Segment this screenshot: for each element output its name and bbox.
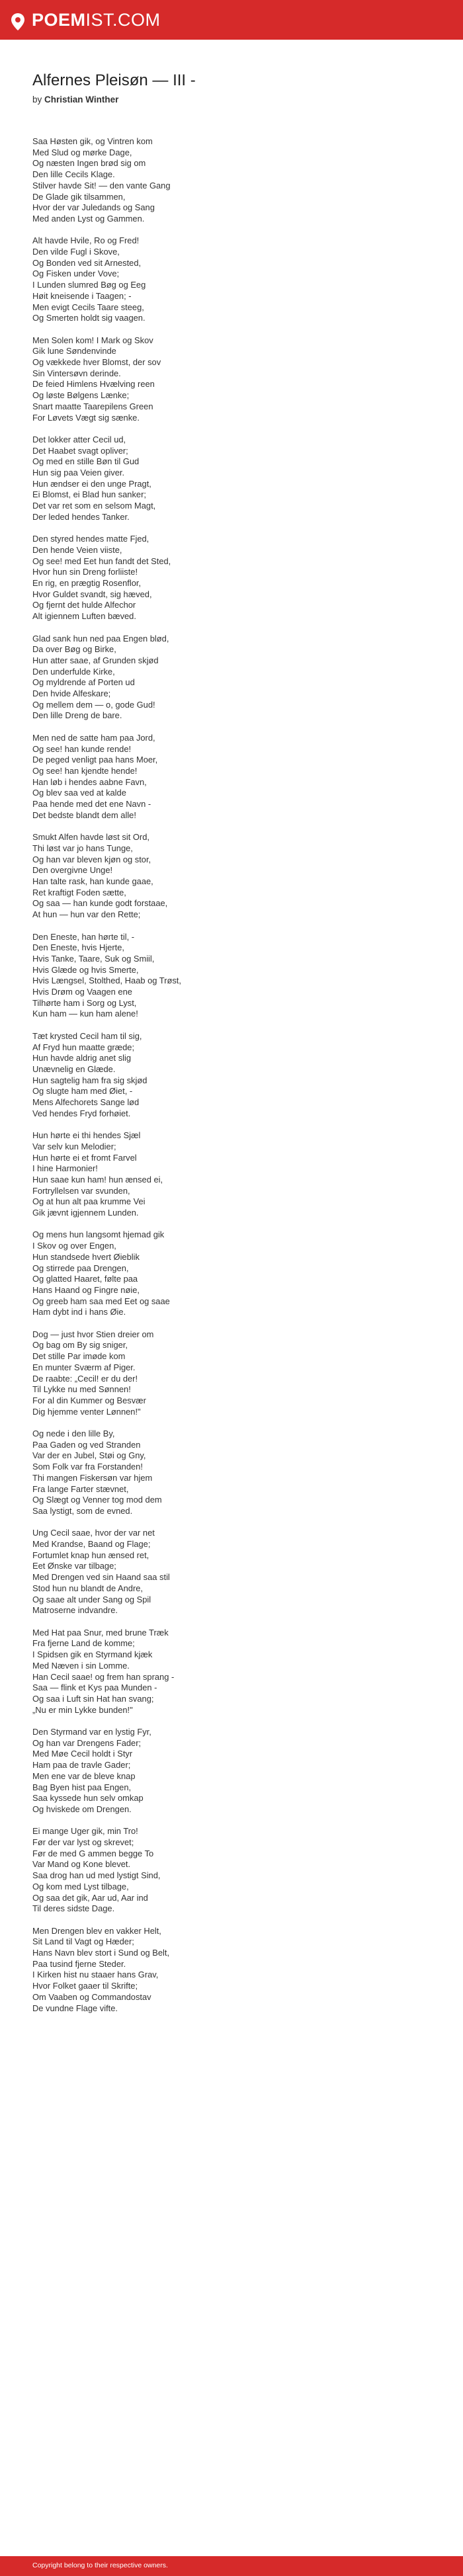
poem-line: Og han var Drengens Fader;: [32, 1737, 142, 1748]
poem-line: At hun — hun var den Rette;: [32, 909, 141, 920]
poem-line: Eet Ønske var tilbage;: [32, 1561, 116, 1571]
poem-line: Med Møe Cecil holdt i Styr: [32, 1749, 133, 1759]
poem-line: Mens Alfechorets Sange lød: [32, 1097, 140, 1108]
poem-line: Hun havde aldrig anet slig: [32, 1053, 132, 1063]
poem-line: De raabte: „Cecil! er du der!: [32, 1373, 138, 1384]
poem-line: Thi mangen Fiskersøn var hjem: [32, 1472, 153, 1483]
poem-line: Og løste Bølgens Lænke;: [32, 390, 130, 401]
poem-line: Og Slægt og Venner tog mod dem: [32, 1495, 162, 1505]
poem-line: Alt havde Hvile, Ro og Fred!: [32, 235, 140, 246]
poem-line: Og slugte ham med Øiet, -: [32, 1086, 133, 1097]
poem-line: Hun hørte ei thi hendes Sjæl: [32, 1130, 141, 1141]
poem-line: Og hviskede om Drengen.: [32, 1804, 132, 1814]
poem-line: Og saa i Luft sin Hat han svang;: [32, 1693, 154, 1704]
poem-line: For al din Kummer og Besvær: [32, 1395, 146, 1405]
poem-line: Hun ændser ei den unge Pragt,: [32, 478, 151, 489]
poem-line: Da over Bøg og Birke,: [32, 644, 116, 655]
poem-line: Var der en Jubel, Støi og Gny,: [32, 1450, 146, 1461]
poem-line: Og Fisken under Vove;: [32, 269, 120, 279]
poem-line: Den Eneste, hvis Hjerte,: [32, 942, 124, 953]
stanza: [32, 435, 429, 523]
poem-line: Han talte rask, han kunde gaae,: [32, 876, 153, 886]
footer-bar: [0, 2556, 463, 2576]
stanza: [32, 634, 429, 722]
poem-line: Den hvide Alfeskare;: [32, 688, 111, 699]
poem-line: Hun hørte ei et fromt Farvel: [32, 1152, 137, 1163]
poem-line: Var selv kun Melodier;: [32, 1141, 116, 1151]
poem-content: [32, 71, 429, 2025]
poem-line: Hvor hun sin Dreng forliiste!: [32, 567, 138, 577]
poem-line: Paa hende med det ene Navn -: [32, 799, 151, 810]
poem-line: Det var ret som en selsom Magt,: [32, 501, 156, 511]
poem-line: Til Lykke nu med Sønnen!: [32, 1384, 131, 1395]
copyright-text: Copyright belong to their respective owners.: [32, 2561, 168, 2569]
stanza: [32, 1229, 429, 1318]
poem-line: Det stille Par imøde kom: [32, 1351, 126, 1362]
poem-line: Og Smerten holdt sig vaagen.: [32, 313, 146, 323]
poem-line: Gik jævnt igjennem Lunden.: [32, 1208, 139, 1218]
poem-line: Med Slud og mørke Dage,: [32, 147, 132, 157]
poem-line: Smukt Alfen havde løst sit Ord,: [32, 832, 149, 843]
poem-line: Men Drengen blev en vakker Helt,: [32, 1925, 161, 1936]
poem-line: Tæt krysted Cecil ham til sig,: [32, 1030, 142, 1041]
logo-wordmark: [32, 10, 161, 30]
poem-line: Og stirrede paa Drengen,: [32, 1263, 129, 1273]
stanza: [32, 1329, 429, 1418]
poem-line: I Skov og over Engen,: [32, 1241, 116, 1251]
poem-line: Fortumlet knap hun ænsed ret,: [32, 1550, 149, 1560]
stanza: [32, 1926, 429, 2015]
poem-line: Den lille Cecils Klage.: [32, 169, 115, 180]
poem-line: Den overgivne Unge!: [32, 865, 113, 876]
logo-bold: POEM: [32, 10, 86, 30]
poem-line: Ung Cecil saae, hvor der var net: [32, 1528, 155, 1538]
poem-line: Fra lange Farter stævnet,: [32, 1483, 129, 1494]
poem-line: Fortryllelsen var svunden,: [32, 1185, 130, 1196]
poem-line: Den underfulde Kirke,: [32, 666, 115, 677]
poem-line: Den vilde Fugl i Skove,: [32, 247, 120, 257]
poem-line: Og saae alt under Sang og Spil: [32, 1594, 151, 1604]
poem-line: Saa — flink et Kys paa Munden -: [32, 1683, 157, 1693]
poem-line: Høit kneisende i Taagen; -: [32, 290, 132, 301]
poem-line: Dog — just hvor Stien dreier om: [32, 1329, 154, 1339]
poem-line: Det bedste blandt dem alle!: [32, 810, 136, 820]
stanza: [32, 832, 429, 921]
poem-line: Hvor Guldet svandt, sig hæved,: [32, 589, 152, 599]
stanza: [32, 932, 429, 1020]
poem-line: Paa Gaden og ved Stranden: [32, 1439, 141, 1450]
poem-line: Og han var bleven kjøn og stor,: [32, 854, 151, 864]
poem-line: I hine Harmonier!: [32, 1163, 98, 1174]
stanza: [32, 335, 429, 424]
poem-line: Den lille Dreng de bare.: [32, 710, 122, 721]
poem-line: Den hende Veien viiste,: [32, 544, 122, 555]
poem-line: Og see! han kunde rende!: [32, 743, 132, 754]
poem-line: Stilver havde Sit! — den vante Gang: [32, 180, 171, 190]
top-bar: [0, 0, 463, 40]
poem-line: Om Vaaben og Commandostav: [32, 1991, 151, 2002]
poem-line: Det Haabet svagt opliver;: [32, 445, 128, 456]
poem-line: Og myldrende af Porten ud: [32, 677, 135, 688]
poem-line: Og saa det gik, Aar ud, Aar ind: [32, 1892, 148, 1903]
poem-line: Sin Vintersøvn derinde.: [32, 368, 121, 378]
stanza: [32, 235, 429, 324]
poem-line: Ei mange Uger gik, min Tro!: [32, 1826, 138, 1837]
poem-body: [32, 136, 429, 2014]
poem-line: Til deres sidste Dage.: [32, 1903, 115, 1914]
poem-line: Men evigt Cecils Taare steeg,: [32, 302, 144, 312]
poem-line: Gik lune Søndenvinde: [32, 346, 116, 356]
poem-line: Med anden Lyst og Gammen.: [32, 213, 145, 224]
poem-line: Ham dybt ind i hans Øie.: [32, 1307, 126, 1317]
poem-line: Og see! med Eet hun fandt det Sted,: [32, 556, 171, 566]
poem-line: Den styred hendes matte Fjed,: [32, 534, 149, 544]
poem-line: Glad sank hun ned paa Engen blød,: [32, 633, 169, 644]
poem-line: Men ned de satte ham paa Jord,: [32, 732, 155, 743]
stanza: [32, 136, 429, 225]
poem-line: Og vækkede hver Blomst, der sov: [32, 357, 161, 368]
poem-line: Unævnelig en Glæde.: [32, 1063, 116, 1074]
poem-line: Thi løst var jo hans Tunge,: [32, 843, 133, 853]
poem-line: Ham paa de travle Gader;: [32, 1760, 131, 1770]
poem-line: En rig, en prægtig Rosenflor,: [32, 578, 142, 589]
poem-line: Hvis Glæde og hvis Smerte,: [32, 964, 139, 975]
poem-line: De feied Himlens Hvælving reen: [32, 379, 155, 390]
poem-line: Saa drog han ud med lystigt Sind,: [32, 1870, 161, 1881]
poem-line: Hans Haand og Fingre nøie,: [32, 1284, 140, 1295]
poem-line: Var Mand og Kone blevet.: [32, 1859, 131, 1870]
poem-line: Hun sagtelig ham fra sig skjød: [32, 1075, 147, 1085]
poem-line: Han løb i hendes aabne Favn,: [32, 776, 147, 787]
poem-line: Saa lystigt, som de evned.: [32, 1505, 133, 1516]
poem-line: Og kom med Lyst tilbage,: [32, 1881, 129, 1891]
poem-line: Der leded hendes Tanker.: [32, 511, 130, 522]
poem-line: Saa kyssede hun selv omkap: [32, 1793, 144, 1804]
logo-light: IST.COM: [85, 10, 161, 30]
poem-line: Med Drengen ved sin Haand saa stil: [32, 1572, 170, 1583]
poem-line: Det lokker atter Cecil ud,: [32, 434, 126, 444]
poem-line: Og greeb ham saa med Eet og saae: [32, 1296, 170, 1306]
poem-line: Med Hat paa Snur, med brune Træk: [32, 1627, 169, 1638]
poem-line: Hvis Drøm og Vaagen ene: [32, 987, 132, 997]
poem-line: Og see! han kjendte hende!: [32, 765, 138, 776]
poem-line: Hvor Folket gaaer til Skrifte;: [32, 1981, 138, 1991]
stanza: [32, 1429, 429, 1517]
poem-line: De peged venligt paa hans Moer,: [32, 755, 158, 765]
poem-line: Paa tusind fjerne Steder.: [32, 1958, 126, 1969]
poem-line: Og næsten Ingen brød sig om: [32, 158, 146, 169]
poem-line: Den Eneste, han hørte til, -: [32, 931, 135, 942]
poem-line: I Lunden slumred Bøg og Eeg: [32, 280, 146, 290]
author-name[interactable]: Christian Winther: [44, 95, 119, 104]
pin-icon: [11, 13, 25, 27]
poem-line: I Kirken hist nu staaer hans Grav,: [32, 1970, 159, 1980]
poem-line: Tilhørte ham i Sorg og Lyst,: [32, 997, 137, 1008]
stanza: [32, 1031, 429, 1120]
poem-line: „Nu er min Lykke bunden!": [32, 1704, 133, 1715]
stanza: [32, 534, 429, 622]
poem-line: Med Næven i sin Lomme.: [32, 1660, 130, 1671]
poem-line: Dig hjemme venter Lønnen!": [32, 1406, 141, 1417]
poem-line: Kun ham — kun ham alene!: [32, 1009, 138, 1019]
poem-line: I Spidsen gik en Styrmand kjæk: [32, 1649, 153, 1660]
poem-line: Alt igiennem Luften bæved.: [32, 611, 136, 622]
stanza: [32, 1628, 429, 1716]
poem-line: Men Solen kom! I Mark og Skov: [32, 335, 153, 345]
byline: [32, 95, 429, 104]
poem-line: Stod hun nu blandt de Andre,: [32, 1583, 143, 1593]
by-label: by: [32, 95, 42, 104]
poem-line: Men ene var de bleve knap: [32, 1770, 136, 1781]
stanza: [32, 1130, 429, 1219]
poem-line: Som Folk var fra Forstanden!: [32, 1462, 143, 1472]
poem-line: Saa Høsten gik, og Vintren kom: [32, 136, 153, 146]
poem-line: Fra fjerne Land de komme;: [32, 1638, 135, 1649]
poem-line: Og at hun alt paa krumme Vei: [32, 1196, 146, 1207]
poem-line: Og mens hun langsomt hjemad gik: [32, 1229, 165, 1240]
poem-line: Og fjernt det hulde Alfechor: [32, 600, 136, 610]
poem-line: Og bag om By sig sniger,: [32, 1340, 128, 1350]
poem-line: Ei Blomst, ei Blad hun sanker;: [32, 489, 146, 500]
poem-line: Og mellem dem — o, gode Gud!: [32, 699, 155, 710]
poem-line: Hun sig paa Veien giver.: [32, 468, 125, 478]
poem-line: Hun standsede hvert Øieblik: [32, 1251, 140, 1262]
poem-line: Ret kraftigt Foden sætte,: [32, 887, 126, 897]
poem-line: Og nede i den lille By,: [32, 1429, 115, 1439]
poem-line: En munter Sværm af Piger.: [32, 1362, 136, 1372]
poem-line: Hun saae kun ham! hun ænsed ei,: [32, 1174, 163, 1184]
poem-line: Hvis Tanke, Taare, Suk og Smiil,: [32, 953, 155, 964]
poem-line: Sit Land til Vagt og Hæder;: [32, 1936, 134, 1947]
poem-line: Af Fryd hun maatte græde;: [32, 1042, 135, 1052]
poem-line: De vundne Flage vifte.: [32, 2003, 118, 2013]
poem-line: Hvor der var Juledands og Sang: [32, 202, 155, 213]
stanza: [32, 1826, 429, 1915]
poem-line: Før der var lyst og skrevet;: [32, 1837, 134, 1848]
poem-line: Hans Navn blev stort i Sund og Belt,: [32, 1948, 170, 1958]
poem-line: De Glade gik tilsammen,: [32, 191, 126, 202]
poem-title: Alfernes Pleisøn — III -: [32, 71, 196, 89]
poem-line: Hvis Længsel, Stolthed, Haab og Trøst,: [32, 976, 181, 986]
poem-line: Han Cecil saae! og frem han sprang -: [32, 1671, 175, 1682]
stanza: [32, 733, 429, 821]
poem-line: Og Bonden ved sit Arnested,: [32, 257, 142, 268]
poem-line: For Løvets Vægt sig sænke.: [32, 412, 140, 423]
poem-line: Bag Byen hist paa Engen,: [32, 1782, 132, 1792]
poem-line: Ved hendes Fryd forhøiet.: [32, 1108, 131, 1118]
site-logo[interactable]: [11, 10, 161, 30]
stanza: [32, 1528, 429, 1616]
poem-line: Snart maatte Taarepilens Green: [32, 401, 153, 411]
poem-line: Og glatted Haaret, følte paa: [32, 1274, 138, 1284]
poem-line: Før de med G ammen begge To: [32, 1848, 154, 1858]
poem-line: Matroserne indvandre.: [32, 1605, 118, 1616]
poem-line: Den Styrmand var en lystig Fyr,: [32, 1727, 151, 1737]
poem-line: Med Krandse, Baand og Flage;: [32, 1539, 151, 1550]
poem-line: Og saa — han kunde godt forstaae,: [32, 898, 168, 909]
stanza: [32, 1727, 429, 1815]
poem-line: Og blev saa ved at kalde: [32, 788, 126, 798]
poem-line: Og med en stille Bøn til Gud: [32, 456, 140, 467]
poem-line: Hun atter saae, af Grunden skjød: [32, 655, 159, 665]
